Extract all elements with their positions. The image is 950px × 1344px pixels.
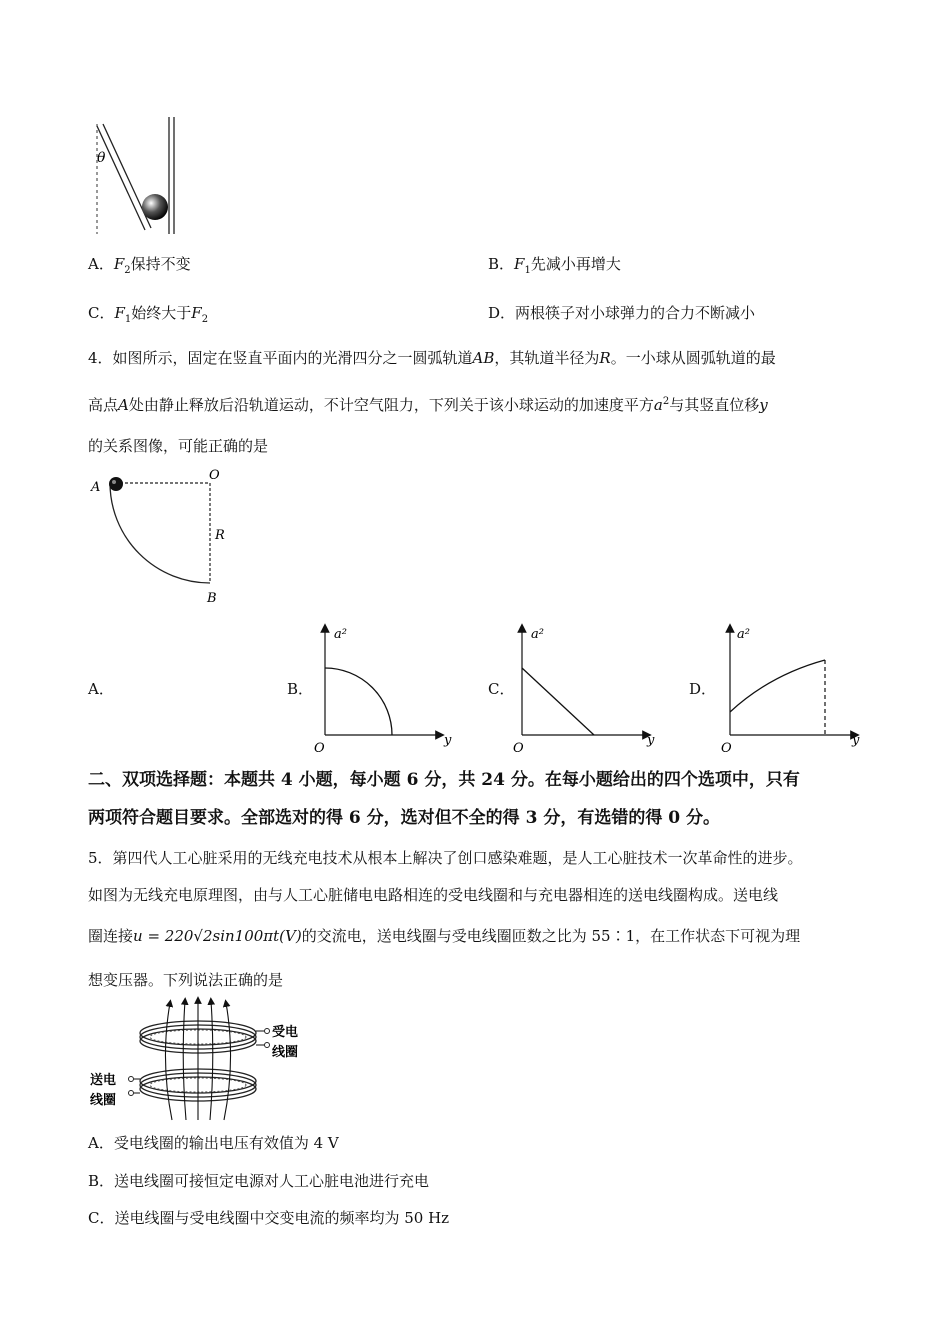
q5-line-3: 圈连接u = 220√2sin100πt(V)的交流电，送电线圈与受电线圈匝数之比为 55∶1，在工作状态下可视为理 — [88, 927, 801, 945]
send-coil-label-1: 送电 — [90, 1073, 117, 1088]
q5-option-c: C．送电线圈与受电线圈中交变电流的频率均为 50 Hz — [88, 1209, 450, 1227]
svg-text:O: O — [721, 741, 732, 755]
receive-coil-label-2: 线圈 — [272, 1045, 299, 1060]
graph-b — [310, 620, 460, 755]
graph-c — [507, 620, 657, 755]
q3-option-b: B．$F_1$先减小再增大 — [488, 255, 621, 276]
svg-text:y: y — [852, 733, 860, 748]
q4-graph-option-b: B． — [287, 680, 314, 698]
send-coil-label-2: 线圈 — [90, 1093, 117, 1108]
arc-label-a: A — [91, 480, 101, 495]
q4-line-1: 4．如图所示，固定在竖直平面内的光滑四分之一圆弧轨道AB，其轨道半径为R。一小球从圆弧轨道的最 — [88, 349, 776, 367]
svg-text:y: y — [444, 733, 452, 748]
q3-option-d: D．两根筷子对小球弹力的合力不断减小 — [488, 304, 756, 322]
receive-coil-label-1: 受电 — [272, 1025, 299, 1040]
section-2-heading-line-1: 二、双项选择题：本题共 4 小题，每小题 6 分，共 24 分。在每小题给出的四个选项中，只有 — [88, 770, 800, 790]
q5-line-2: 如图为无线充电原理图，由与人工心脏储电电路相连的受电线圈和与充电器相连的送电线圈构成。送电线 — [88, 886, 779, 904]
q4-graph-option-c: C． — [488, 680, 515, 698]
q4-line-3: 的关系图像，可能正确的是 — [88, 437, 269, 455]
voltage-formula: u = 220√2sin100πt(V) — [133, 927, 302, 945]
q5-line-1: 5．第四代人工心脏采用的无线充电技术从根本上解决了创口感染难题，是人工心脏技术一次革命性的进步。 — [88, 849, 803, 867]
arc-label-r: R — [215, 528, 225, 543]
q4-graph-option-a: A． — [88, 680, 114, 698]
svg-text:O: O — [513, 741, 524, 755]
q5-option-b: B．送电线圈可接恒定电源对人工心脏电池进行充电 — [88, 1172, 430, 1190]
q3-option-a: A．$F_2$保持不变 — [88, 255, 191, 276]
wireless-coils-figure — [88, 995, 308, 1125]
q5-option-a: A．受电线圈的输出电压有效值为 4 V — [88, 1134, 339, 1152]
svg-text:O: O — [314, 741, 325, 755]
svg-text:a²: a² — [334, 627, 347, 642]
quarter-arc-figure — [85, 465, 235, 610]
q3-option-c: C．$F_1$始终大于$F_2$ — [88, 304, 209, 325]
graph-d — [715, 620, 865, 755]
q4-graph-option-d: D． — [689, 680, 717, 698]
q3-option-d-text: 两根筷子对小球弹力的合力不断减小 — [515, 304, 756, 322]
svg-text:y: y — [647, 733, 655, 748]
section-2-heading-line-2: 两项符合题目要求。全部选对的得 6 分，选对但不全的得 3 分，有选错的得 0 分。 — [88, 808, 720, 828]
arc-label-b: B — [207, 591, 217, 606]
chopsticks-ball-figure — [85, 112, 185, 242]
angle-theta-label: θ — [97, 150, 106, 166]
arc-label-o: O — [209, 468, 220, 483]
svg-text:a²: a² — [531, 627, 544, 642]
svg-text:a²: a² — [737, 627, 750, 642]
q5-line-4: 想变压器。下列说法正确的是 — [88, 971, 284, 989]
q4-line-2: 高点A处由静止释放后沿轨道运动，不计空气阻力，下列关于该小球运动的加速度平方$a^2$与其竖直位移y — [88, 396, 768, 414]
